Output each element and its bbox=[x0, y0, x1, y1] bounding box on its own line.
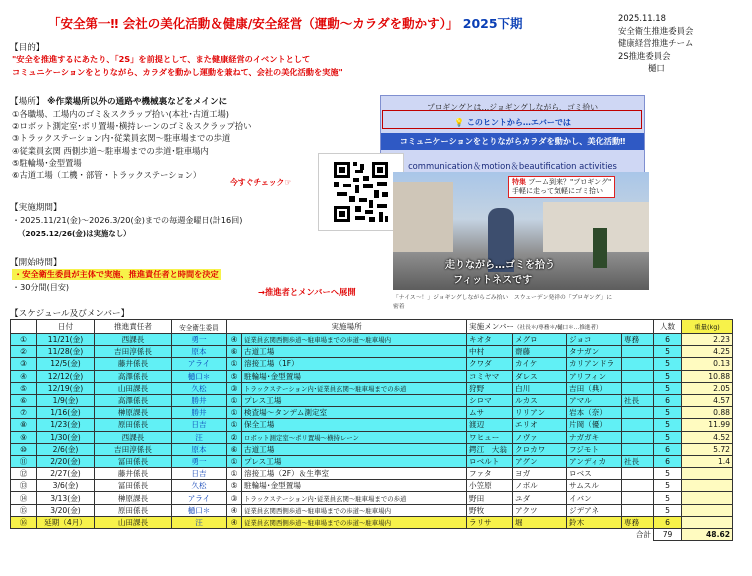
schedule-heading: 【スケジュール及びメンバー】 bbox=[10, 309, 130, 319]
cell-safety: 日吉 bbox=[172, 419, 227, 431]
cell-leader: 吉田淳係長 bbox=[95, 346, 172, 358]
table-row bbox=[11, 334, 733, 346]
cell-m2: ノヴァ bbox=[513, 431, 567, 443]
cell-no: ④ bbox=[11, 370, 37, 382]
check-now-link[interactable]: 今すぐチェック☞ bbox=[230, 178, 292, 187]
person-figure bbox=[593, 228, 607, 268]
cell-leader: 西課長 bbox=[95, 431, 172, 443]
cell-leader: 原田係長 bbox=[95, 419, 172, 431]
cell-m1: ムサ bbox=[467, 407, 513, 419]
schedule-table bbox=[10, 319, 733, 541]
col-safety: 安全衛生委員 bbox=[172, 320, 227, 334]
col-date: 日付 bbox=[37, 320, 95, 334]
cell-leader: 高澤係長 bbox=[95, 370, 172, 382]
cell-count: 5 bbox=[654, 431, 682, 443]
table-row bbox=[11, 394, 733, 406]
cell-date: 3/6(金) bbox=[37, 480, 95, 492]
cell-safety: 汪 bbox=[172, 516, 227, 528]
cell-date: 11/28(金) bbox=[37, 346, 95, 358]
cell-leader: 榊原課長 bbox=[95, 492, 172, 504]
cell-count: 6 bbox=[654, 334, 682, 346]
org-line: 安全衛生推進委員会 bbox=[618, 25, 694, 36]
cell-leader: 原田係長 bbox=[95, 504, 172, 516]
col-members-label: 実施メンバー bbox=[469, 322, 515, 331]
col-place: 実施場所 bbox=[227, 320, 467, 334]
cell-count: 6 bbox=[654, 394, 682, 406]
tag-prefix: 特集 bbox=[512, 178, 526, 186]
cell-m4 bbox=[622, 358, 654, 370]
cell-pn: ④ bbox=[227, 516, 242, 528]
places-heading-text: 【場所】 bbox=[10, 97, 45, 107]
hint-english: communication＆motion＆beautification activities bbox=[408, 161, 617, 171]
cell-count: 5 bbox=[654, 370, 682, 382]
cell-place: 溶接工場（1F） bbox=[242, 358, 467, 370]
cell-m1: 野田 bbox=[467, 492, 513, 504]
total-row bbox=[11, 529, 733, 541]
cell-m4 bbox=[622, 419, 654, 431]
cell-place: 従業員玄関西側歩道〜駐車場までの歩道〜駐車場内 bbox=[242, 334, 467, 346]
program-tag bbox=[508, 176, 615, 198]
cell-pn: ⑤ bbox=[227, 480, 242, 492]
cell-count: 5 bbox=[654, 468, 682, 480]
cell-safety: 原本 bbox=[172, 443, 227, 455]
table-row bbox=[11, 346, 733, 358]
cell-place: トラックステーション内･従業員玄関〜駐車場までの歩道 bbox=[242, 382, 467, 394]
photo-subtitle-2: フィットネスです bbox=[453, 275, 533, 286]
cell-m4 bbox=[622, 370, 654, 382]
cell-place: トラックステーション内･従業員玄関〜駐車場までの歩道 bbox=[242, 492, 467, 504]
photo-subtitle-1: 走りながら…ゴミを拾う bbox=[445, 260, 555, 271]
place-item: ⑥古道工場（工機・部管・トラックステーション） bbox=[12, 170, 202, 181]
cell-pn: ④ bbox=[227, 334, 242, 346]
cell-no: ② bbox=[11, 346, 37, 358]
cell-m4 bbox=[622, 480, 654, 492]
cell-m2: ルカス bbox=[513, 394, 567, 406]
cell-no: ⑫ bbox=[11, 468, 37, 480]
cell-count: 5 bbox=[654, 504, 682, 516]
table-header-row bbox=[11, 320, 733, 334]
cell-safety: 樋口＊ bbox=[172, 370, 227, 382]
col-count: 人数 bbox=[654, 320, 682, 334]
title-text: 「安全第一‼ 会社の美化活動＆健康/安全経営（運動〜カラダを動かす）」 bbox=[48, 16, 459, 31]
cell-weight: 5.72 bbox=[682, 443, 733, 455]
cell-m2: 堀 bbox=[513, 516, 567, 528]
cell-count: 6 bbox=[654, 455, 682, 467]
places-list bbox=[12, 108, 251, 181]
cell-weight: 1.4 bbox=[682, 455, 733, 467]
cell-count: 5 bbox=[654, 358, 682, 370]
cell-date: 12/19(金) bbox=[37, 382, 95, 394]
cell-no: ⑧ bbox=[11, 419, 37, 431]
cell-date: 1/9(金) bbox=[37, 394, 95, 406]
cell-count: 5 bbox=[654, 407, 682, 419]
cell-place: 従業員玄関西側歩道〜駐車場までの歩道〜駐車場内 bbox=[242, 504, 467, 516]
cell-m4: 専務 bbox=[622, 334, 654, 346]
cell-m4 bbox=[622, 346, 654, 358]
cell-safety: 久松 bbox=[172, 480, 227, 492]
cell-m3: アリフィン bbox=[567, 370, 622, 382]
cell-m3: サムスル bbox=[567, 480, 622, 492]
cell-count: 6 bbox=[654, 516, 682, 528]
cell-m1: コミヤマ bbox=[467, 370, 513, 382]
cell-m1: 野牧 bbox=[467, 504, 513, 516]
cell-safety: 久松 bbox=[172, 382, 227, 394]
cell-m2: アクツ bbox=[513, 504, 567, 516]
cell-count: 5 bbox=[654, 480, 682, 492]
cell-m1: キオタ bbox=[467, 334, 513, 346]
purpose-heading: 【目的】 bbox=[10, 43, 45, 53]
table-row bbox=[11, 370, 733, 382]
cell-date: 11/21(金) bbox=[37, 334, 95, 346]
hint-line-2-text: このヒントから…エバーでは bbox=[466, 118, 571, 127]
cell-pn: ④ bbox=[227, 504, 242, 516]
cell-safety: 樋口＊ bbox=[172, 504, 227, 516]
purpose-line: "安全を推進するにあたり、「2S」を前提として、また健康経営のイベントとして bbox=[12, 54, 311, 64]
table-row bbox=[11, 516, 733, 528]
organization-block bbox=[618, 12, 693, 75]
cell-pn: ① bbox=[227, 407, 242, 419]
cell-m2: ノボル bbox=[513, 480, 567, 492]
cell-m3: カリアンドラ bbox=[567, 358, 622, 370]
cell-m1: ワヒュー bbox=[467, 431, 513, 443]
cell-m2: クロカワ bbox=[513, 443, 567, 455]
cell-safety: 勇一 bbox=[172, 455, 227, 467]
cell-m1: 鍔江 大翁 bbox=[467, 443, 513, 455]
cell-m3: 鈴木 bbox=[567, 516, 622, 528]
cell-m3: ナガガキ bbox=[567, 431, 622, 443]
cell-m4: 社長 bbox=[622, 394, 654, 406]
cell-m4 bbox=[622, 443, 654, 455]
cell-place: 保全工場 bbox=[242, 419, 467, 431]
purpose-line: コミュニケーションをとりながら、カラダを動かし運動を兼ねて、会社の美化活動を実施" bbox=[12, 67, 343, 77]
period-line: ・2025.11/21(金)〜2026.3/20(金)までの毎週金曜日(計16回) bbox=[12, 215, 243, 225]
cell-safety: アライ bbox=[172, 358, 227, 370]
cell-m4: 社長 bbox=[622, 455, 654, 467]
cell-no: ⑮ bbox=[11, 504, 37, 516]
cell-pn: ③ bbox=[227, 382, 242, 394]
cell-safety: 勝井 bbox=[172, 394, 227, 406]
cell-date: 12/5(金) bbox=[37, 358, 95, 370]
cell-m3: ジデアネ bbox=[567, 504, 622, 516]
cell-pn: ① bbox=[227, 358, 242, 370]
cell-weight bbox=[682, 480, 733, 492]
cell-place: 古道工場 bbox=[242, 346, 467, 358]
places-note: ※作業場所以外の通路や機械裏などをメインに bbox=[47, 97, 228, 107]
cell-date: 1/16(金) bbox=[37, 407, 95, 419]
total-weight: 48.62 bbox=[682, 529, 733, 541]
cell-count: 5 bbox=[654, 492, 682, 504]
cell-m3: 片岡（優） bbox=[567, 419, 622, 431]
cell-date: 12/12(金) bbox=[37, 370, 95, 382]
cell-pn: ⑥ bbox=[227, 443, 242, 455]
cell-pn: ① bbox=[227, 455, 242, 467]
cell-no: ⑥ bbox=[11, 394, 37, 406]
cell-m4: 専務 bbox=[622, 516, 654, 528]
hint-line-2 bbox=[381, 117, 644, 128]
cell-pn: ② bbox=[227, 431, 242, 443]
cell-date: 3/20(金) bbox=[37, 504, 95, 516]
cell-m2: ダレス bbox=[513, 370, 567, 382]
cell-m3: ジョコ bbox=[567, 334, 622, 346]
caption-line-2: 密着 bbox=[393, 304, 405, 310]
cell-weight bbox=[682, 492, 733, 504]
issue-date: 2025.11.18 bbox=[618, 13, 666, 23]
cell-place: 古道工場 bbox=[242, 443, 467, 455]
cell-pn: ③ bbox=[227, 492, 242, 504]
col-weight: 重量(kg) bbox=[682, 320, 733, 334]
cell-place: プレス工場 bbox=[242, 455, 467, 467]
photo-subtitle bbox=[445, 256, 555, 286]
place-item: ④従業員玄関 西側歩道〜駐車場までの歩道･駐車場内 bbox=[12, 145, 209, 156]
cell-count: 5 bbox=[654, 382, 682, 394]
cell-safety: 汪 bbox=[172, 431, 227, 443]
cell-m1: ロベルト bbox=[467, 455, 513, 467]
qr-code-graphic bbox=[319, 154, 403, 230]
total-label: 合計 bbox=[635, 530, 652, 540]
cell-m2: 白川 bbox=[513, 382, 567, 394]
cell-count: 5 bbox=[654, 346, 682, 358]
qr-code[interactable] bbox=[318, 153, 404, 231]
cell-m1: シロマ bbox=[467, 394, 513, 406]
cell-weight: 4.57 bbox=[682, 394, 733, 406]
cell-count: 5 bbox=[654, 419, 682, 431]
cell-m3: アマル bbox=[567, 394, 622, 406]
cell-m1: ラリサ bbox=[467, 516, 513, 528]
start-duration: ・30分間(目安) bbox=[12, 282, 70, 292]
cell-no: ⑬ bbox=[11, 480, 37, 492]
cell-m1: 渡辺 bbox=[467, 419, 513, 431]
table-row bbox=[11, 492, 733, 504]
cell-m1: 小笠原 bbox=[467, 480, 513, 492]
cell-date: 2/27(金) bbox=[37, 468, 95, 480]
cell-weight: 0.88 bbox=[682, 407, 733, 419]
cell-m2: カイケ bbox=[513, 358, 567, 370]
cell-no: ⑯ bbox=[11, 516, 37, 528]
place-item: ③トラックステーション内･従業員玄関〜駐車場までの歩道 bbox=[12, 133, 231, 144]
cell-no: ⑦ bbox=[11, 407, 37, 419]
cell-leader: 山田課長 bbox=[95, 516, 172, 528]
cell-safety: 原本 bbox=[172, 346, 227, 358]
cell-safety: 日吉 bbox=[172, 468, 227, 480]
cell-m3: タナガン bbox=[567, 346, 622, 358]
cell-place: 駐輪場･金型置場 bbox=[242, 480, 467, 492]
cell-weight: 2.05 bbox=[682, 382, 733, 394]
cell-m3: 吉田（典） bbox=[567, 382, 622, 394]
cell-date: 2/6(金) bbox=[37, 443, 95, 455]
cell-m2: アグン bbox=[513, 455, 567, 467]
cell-m3: 岩本（奈） bbox=[567, 407, 622, 419]
cell-weight bbox=[682, 504, 733, 516]
table-row bbox=[11, 504, 733, 516]
org-line: 2S推進委員会 bbox=[618, 50, 671, 61]
table-row bbox=[11, 455, 733, 467]
cell-no: ③ bbox=[11, 358, 37, 370]
org-line: 健康経営推進チーム bbox=[618, 38, 694, 49]
cell-m4 bbox=[622, 504, 654, 516]
cell-pn: ⑤ bbox=[227, 370, 242, 382]
cell-place: 溶接工場（2F）＆生準室 bbox=[242, 468, 467, 480]
cell-m3: アンディカ bbox=[567, 455, 622, 467]
cell-safety: 勝井 bbox=[172, 407, 227, 419]
cell-weight: 4.52 bbox=[682, 431, 733, 443]
place-item: ②ロボット測定室･ポリ置場･横持レーンのゴミ＆スクラップ拾い bbox=[12, 121, 252, 132]
cell-m2: メグロ bbox=[513, 334, 567, 346]
period-heading: 【実施期間】 bbox=[10, 203, 62, 213]
cell-pn: ⑥ bbox=[227, 346, 242, 358]
table-row bbox=[11, 407, 733, 419]
deploy-arrow-text: →推進者とメンバーへ展開 bbox=[258, 287, 356, 297]
cell-date: 1/30(金) bbox=[37, 431, 95, 443]
cell-place: 駐輪場･金型置場 bbox=[242, 370, 467, 382]
cell-weight bbox=[682, 516, 733, 528]
cell-no: ⑨ bbox=[11, 431, 37, 443]
cell-date: 延期（4月） bbox=[37, 516, 95, 528]
cell-place: プレス工場 bbox=[242, 394, 467, 406]
cell-safety: 勇一 bbox=[172, 334, 227, 346]
org-line: 樋口 bbox=[648, 63, 665, 74]
cell-date: 2/20(金) bbox=[37, 455, 95, 467]
cell-leader: 冨田係長 bbox=[95, 455, 172, 467]
hint-band: コミュニケーションをとりながらカラダを動かし、美化活動‼ bbox=[381, 133, 644, 150]
cell-m1: 中村 bbox=[467, 346, 513, 358]
cell-safety: アライ bbox=[172, 492, 227, 504]
page-title bbox=[48, 14, 523, 32]
hint-line: プロギングとは…ジョギングしながら、ゴミ拾い bbox=[426, 103, 599, 112]
cell-weight: 2.23 bbox=[682, 334, 733, 346]
cell-m4 bbox=[622, 431, 654, 443]
cell-leader: 藤井係長 bbox=[95, 468, 172, 480]
table-row bbox=[11, 443, 733, 455]
start-line: ・安全衛生委員が主体で実施、推進責任者と時間を決定 bbox=[14, 269, 219, 279]
building-shape bbox=[393, 182, 453, 252]
caption-line-1: 「ナイス〜！」ジョギングしながらごみ拾い スウェーデン発祥の「プロギング」に bbox=[393, 295, 613, 301]
col-members bbox=[467, 320, 654, 334]
cell-leader: 冨田係長 bbox=[95, 480, 172, 492]
tag-main: ブーム到来？"プロギング" bbox=[528, 178, 612, 186]
cell-m4 bbox=[622, 468, 654, 480]
cell-pn: ① bbox=[227, 394, 242, 406]
cell-weight: 10.88 bbox=[682, 370, 733, 382]
cell-place: 従業員玄関西側歩道〜駐車場までの歩道〜駐車場内 bbox=[242, 516, 467, 528]
col-members-note: （社長＊/専務＊/樋口＊…推進者） bbox=[514, 325, 602, 331]
cell-m1: 狩野 bbox=[467, 382, 513, 394]
cell-leader: 高澤係長 bbox=[95, 394, 172, 406]
cell-no: ① bbox=[11, 334, 37, 346]
places-heading bbox=[10, 95, 227, 107]
cell-m1: クワダ bbox=[467, 358, 513, 370]
cell-leader: 山田課長 bbox=[95, 382, 172, 394]
cell-no: ⑩ bbox=[11, 443, 37, 455]
cell-leader: 榊原課長 bbox=[95, 407, 172, 419]
table-row bbox=[11, 419, 733, 431]
cell-m2: リリアン bbox=[513, 407, 567, 419]
cell-pn: ① bbox=[227, 419, 242, 431]
cell-m2: 齋藤 bbox=[513, 346, 567, 358]
total-count: 79 bbox=[654, 529, 682, 541]
place-item: ⑤駐輪場･金型置場 bbox=[12, 157, 82, 168]
title-year: 2025下期 bbox=[462, 16, 523, 31]
lightbulb-icon: 💡 bbox=[454, 118, 465, 127]
table-row bbox=[11, 358, 733, 370]
table-row bbox=[11, 382, 733, 394]
cell-m2: エリオ bbox=[513, 419, 567, 431]
cell-m4 bbox=[622, 382, 654, 394]
cell-count: 6 bbox=[654, 443, 682, 455]
cell-date: 1/23(金) bbox=[37, 419, 95, 431]
table-row bbox=[11, 480, 733, 492]
cell-m3: ロベス bbox=[567, 468, 622, 480]
cell-m2: ヨガ bbox=[513, 468, 567, 480]
table-row bbox=[11, 468, 733, 480]
col-leader: 推進責任者 bbox=[95, 320, 172, 334]
tag-sub: 手軽に走って気軽にゴミ拾い bbox=[512, 187, 603, 195]
cell-date: 3/13(金) bbox=[37, 492, 95, 504]
cell-m4 bbox=[622, 492, 654, 504]
place-item: ①各職場、工場内のゴミ＆スクラップ拾い(本社･古道工場) bbox=[12, 109, 230, 119]
cell-m4 bbox=[622, 407, 654, 419]
cell-no: ⑪ bbox=[11, 455, 37, 467]
cell-m2: ユダ bbox=[513, 492, 567, 504]
cell-place: ロボット測定室〜ポリ置場〜横持レーン bbox=[242, 431, 467, 443]
cell-leader: 藤井係長 bbox=[95, 358, 172, 370]
cell-m3: イバン bbox=[567, 492, 622, 504]
cell-m1: ファタ bbox=[467, 468, 513, 480]
cell-weight bbox=[682, 468, 733, 480]
cell-leader: 西課長 bbox=[95, 334, 172, 346]
cell-no: ⑤ bbox=[11, 382, 37, 394]
period-note: （2025.12/26(金)は実施なし） bbox=[18, 229, 131, 238]
start-heading: 【開始時間】 bbox=[10, 258, 62, 268]
cell-m3: フジモト bbox=[567, 443, 622, 455]
cell-pn: ① bbox=[227, 468, 242, 480]
cell-no: ⑭ bbox=[11, 492, 37, 504]
plogging-photo bbox=[393, 172, 649, 290]
table-row bbox=[11, 431, 733, 443]
cell-weight: 11.99 bbox=[682, 419, 733, 431]
cell-place: 検査場〜タンデム測定室 bbox=[242, 407, 467, 419]
cell-leader: 吉田淳係長 bbox=[95, 443, 172, 455]
photo-caption bbox=[393, 292, 612, 310]
col-no bbox=[11, 320, 37, 334]
cell-weight: 0.13 bbox=[682, 358, 733, 370]
cell-weight: 4.25 bbox=[682, 346, 733, 358]
